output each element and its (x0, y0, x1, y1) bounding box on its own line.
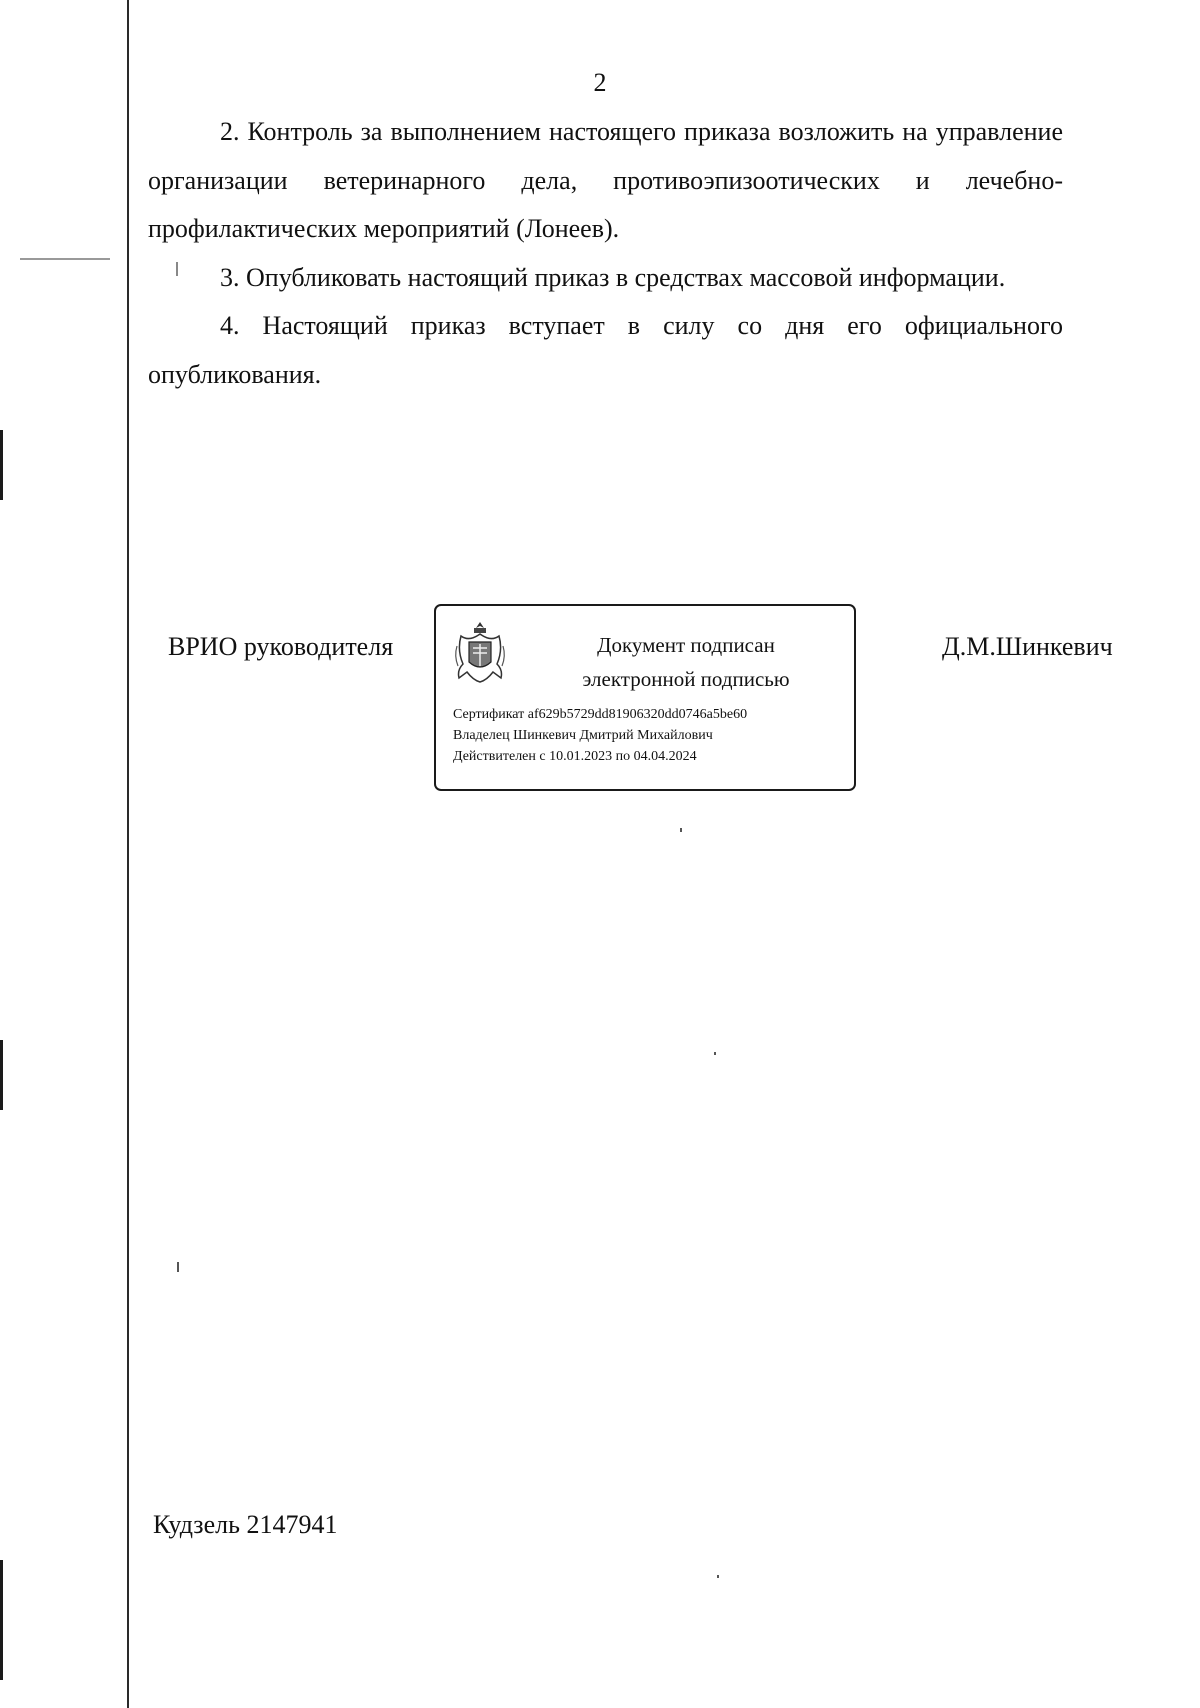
coat-of-arms-icon (453, 620, 507, 686)
executor-note: Кудзель 2147941 (153, 1510, 338, 1539)
paragraph-publish: 3. Опубликовать настоящий приказ в средствах массовой информации. (220, 262, 1006, 292)
stamp-details (453, 704, 747, 767)
certificate-validity: Действителен с 10.01.2023 по 04.04.2024 (453, 749, 697, 764)
stamp-title-line: Документ подписан (597, 633, 775, 657)
scan-speck (177, 1262, 179, 1272)
scan-margin-line (127, 0, 129, 1708)
stamp-title-line: электронной подписью (582, 667, 790, 691)
scan-edge-mark (0, 430, 3, 500)
scan-speck (717, 1575, 719, 1578)
stamp-title (536, 628, 836, 696)
electronic-signature-stamp (434, 604, 856, 791)
page-number: 2 (593, 68, 607, 97)
certificate-owner: Владелец Шинкевич Дмитрий Михайлович (453, 728, 713, 743)
signatory-position: ВРИО руководителя (168, 632, 394, 661)
scan-speck (680, 828, 682, 832)
certificate-number: Сертификат af629b5729dd81906320dd0746a5be60 (453, 707, 748, 722)
scan-edge-mark (0, 1560, 3, 1680)
signature-block (0, 600, 1200, 800)
signatory-name: Д.М.Шинкевич (942, 632, 1113, 661)
paragraph-effective: 4. Настоящий приказ вступает в силу со дня его официального опубликования. (148, 311, 1063, 389)
paragraph-control: 2. Контроль за выполнением настоящего приказа возложить на управление организации ветеринарного дела, противоэпизоотических и лечебно-профилактических мероприятий (Лонеев). (148, 117, 1063, 243)
scan-edge-mark (0, 1040, 3, 1110)
document-body (148, 108, 1063, 399)
scan-speck (714, 1052, 716, 1055)
scan-speck (20, 258, 110, 260)
